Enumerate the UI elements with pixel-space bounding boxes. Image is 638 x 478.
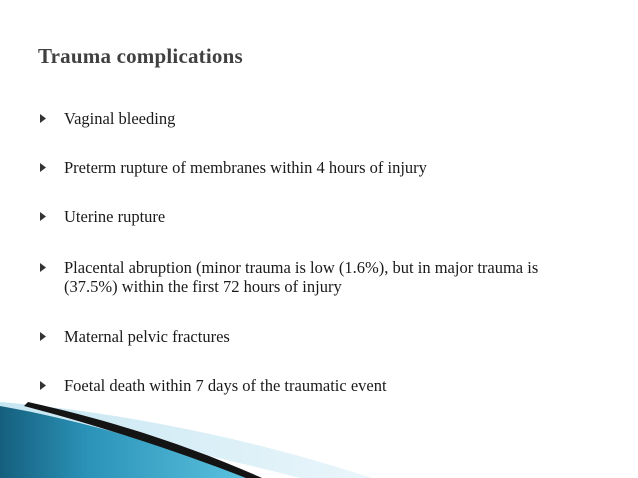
triangle-right-icon (40, 327, 64, 346)
bullet-text: Vaginal bleeding (64, 109, 176, 128)
bullet-text: Preterm rupture of membranes within 4 hours of injury (64, 158, 427, 177)
bullet-item (40, 376, 580, 395)
triangle-right-icon (40, 258, 64, 277)
bullet-item (40, 327, 580, 346)
bullet-text: Foetal death within 7 days of the traumatic event (64, 376, 387, 395)
triangle-right-icon (40, 376, 64, 395)
bullet-text: Maternal pelvic fractures (64, 327, 230, 346)
triangle-right-icon (40, 109, 64, 128)
bullet-item (40, 109, 580, 128)
slide-title: Trauma complications (38, 44, 243, 68)
bullet-text: Uterine rupture (64, 207, 166, 226)
bullet-item (40, 207, 580, 226)
triangle-right-icon (40, 207, 64, 226)
bullet-item (40, 258, 540, 296)
bullet-text: Placental abruption (minor trauma is low (1.6%), but in major trauma is (37.5%) within the first 72 hours of injury (64, 258, 539, 296)
triangle-right-icon (40, 158, 64, 177)
bullet-item (40, 158, 580, 177)
